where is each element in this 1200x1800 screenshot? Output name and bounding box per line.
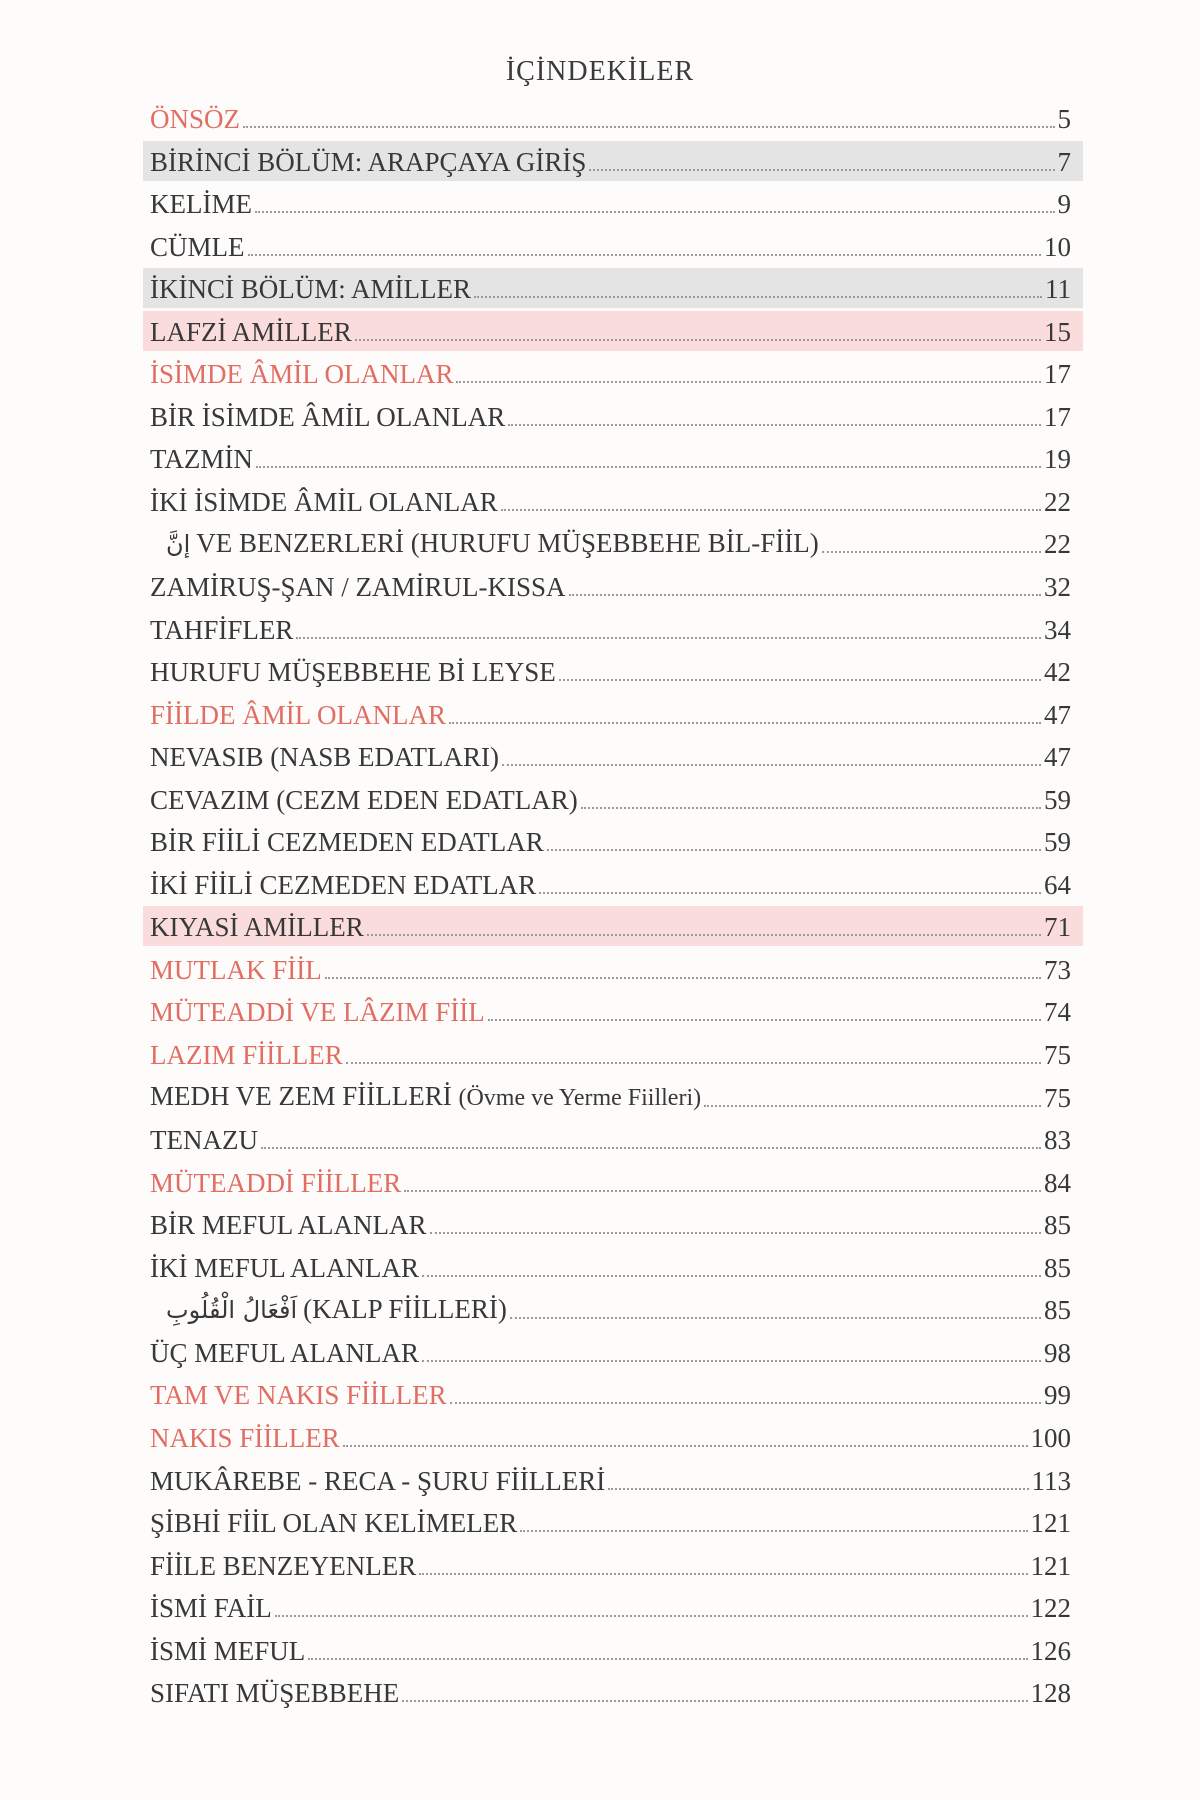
toc-entry [0,1289,1200,1332]
toc-entry [0,1247,1200,1290]
toc-entry-title [150,444,253,474]
toc-entry-title [150,572,566,602]
toc-entry-label: ÜÇ MEFUL ALANLAR [150,1337,420,1368]
page-number: 11 [1045,274,1071,305]
toc-entry [0,779,1200,822]
toc-entry-label: İKİ FİİLİ CEZMEDEN EDATLAR [150,869,537,900]
toc-entry-title [150,657,556,687]
page-number: 19 [1044,444,1071,475]
toc-entry-label: LAFZİ AMİLLER [150,316,352,347]
toc-entry [0,991,1200,1034]
arabic-term: اَفْعَالُ الْقُلُوبِ [166,1296,298,1325]
dot-leader [422,1275,1041,1277]
page-number: 100 [1030,1422,1071,1453]
toc-entry-title [150,1551,416,1581]
toc-entry-line [150,1587,1071,1629]
toc-entry [0,438,1200,481]
toc-entry-label: VE BENZERLERİ (HURUFU MÜŞEBBEHE BİL-FİİL) [196,528,819,559]
toc-entry [0,226,1200,269]
toc-entry-title [150,1636,305,1666]
toc-entry-title [150,1423,340,1453]
toc-entry-title [150,1125,258,1155]
toc-entry [0,1460,1200,1503]
toc-entry-label: MÜTEADDİ VE LÂZIM FİİL [150,997,485,1028]
page-number: 5 [1057,104,1071,134]
toc-entry-line [150,183,1071,225]
page-number: 74 [1044,997,1071,1028]
dot-leader [355,339,1041,341]
toc-entry-line [150,694,1071,736]
toc-entry-line [150,396,1071,438]
page-number: 47 [1044,699,1071,730]
toc-entry [0,1587,1200,1630]
toc-entry-line [150,268,1071,310]
toc-entry-label: NEVASIB (NASB EDATLARI) [150,742,500,773]
toc-entry-line [150,736,1071,778]
toc-entry-label: MUKÂREBE - RECA - ŞURU FİİLLERİ [150,1465,606,1496]
page-number: 85 [1044,1252,1071,1283]
page-number: 7 [1057,146,1071,177]
page-number: 32 [1044,572,1071,603]
toc-entry-line [150,949,1071,991]
toc-entry [0,1034,1200,1077]
page-number: 126 [1030,1635,1071,1666]
page-number: 17 [1044,401,1071,432]
dot-leader [547,849,1041,851]
toc-entry-title [150,700,446,730]
toc-entry-label: İKİNCİ BÖLÜM: AMİLLER [150,274,471,305]
page-number: 9 [1057,189,1071,220]
toc-entry-line [150,1204,1071,1246]
toc-entry-title [150,147,586,177]
toc-entry-label: İKİ İSİMDE ÂMİL OLANLAR [150,486,498,517]
page-number: 15 [1044,316,1071,347]
toc-entry-label: TENAZU [150,1125,258,1156]
dot-leader [275,1615,1028,1617]
toc-entry-line [150,1374,1071,1416]
toc-entry-label: ZAMİRUŞ-ŞAN / ZAMİRUL-KISSA [150,572,566,603]
toc-entry-line [150,353,1071,395]
page-number: 22 [1044,486,1071,517]
toc-entry-title [150,1508,517,1538]
toc-entry-title [150,1466,605,1496]
toc-entry-title [150,402,505,432]
dot-leader [296,637,1041,639]
dot-leader [589,169,1054,171]
toc-entry [0,821,1200,864]
toc-entry-label: İKİ MEFUL ALANLAR [150,1252,419,1283]
toc-entry [0,609,1200,652]
toc-entry-title [166,528,819,559]
toc-entry-label: CÜMLE [150,231,245,262]
toc-entry-title [150,955,322,985]
toc-entry-label: FİİLE BENZEYENLER [150,1550,417,1581]
toc-entry-line [150,1672,1071,1714]
toc-entry-title [150,359,453,389]
toc-entry-line [150,311,1071,353]
toc-entry [0,523,1200,566]
toc-entry-line [150,609,1071,651]
toc-entry-title [150,785,578,815]
toc-entry-label: KIYASİ AMİLLER [150,912,364,943]
toc-entry [0,396,1200,439]
toc-entry [0,98,1200,141]
toc-entry-title [150,1338,419,1368]
toc-entry-line [150,1119,1071,1161]
toc-entry-line [150,1332,1071,1374]
toc-entry-line [166,1289,1071,1331]
toc-entry [0,481,1200,524]
toc-entry [0,1545,1200,1588]
toc-entry-label: BİR FİİLİ CEZMEDEN EDATLAR [150,827,544,858]
toc-entry-title [150,1593,272,1623]
toc-entry [0,949,1200,992]
toc-entry [0,183,1200,226]
toc-entry-line [150,98,1071,140]
toc-entry [0,864,1200,907]
toc-entry-title [150,742,499,772]
page-number: 85 [1044,1295,1071,1326]
toc-entry-label: ŞİBHİ FİİL OLAN KELİMELER [150,1508,518,1539]
toc-entry [0,1417,1200,1460]
toc-entry-label: ÖNSÖZ [150,104,241,134]
dot-leader [608,1488,1028,1490]
page-number: 59 [1044,827,1071,858]
page-number: 22 [1044,529,1071,560]
toc-entry-label: İSMİ FAİL [150,1593,272,1624]
toc-entry-label: TAM VE NAKIS FİİLLER [150,1380,447,1411]
page-number: 121 [1030,1550,1071,1581]
toc-entry-line [150,1417,1071,1459]
dot-leader [704,1105,1041,1107]
page-number: 75 [1044,1082,1071,1113]
toc-entry-line [150,481,1071,523]
toc-entry-title [150,104,240,134]
toc-entry-title [150,615,293,645]
toc-entry [0,1332,1200,1375]
toc-entry-line [150,1460,1071,1502]
dot-leader [520,1530,1027,1532]
toc-entry-label: (KALP FİİLLERİ) [303,1294,507,1325]
toc-entry-label: İSMİ MEFUL [150,1635,306,1666]
toc-entry-title [150,1678,399,1708]
toc-entry [0,1204,1200,1247]
dot-leader [488,1019,1041,1021]
toc-entry-line [150,226,1071,268]
toc-entry-label: SIFATI MÜŞEBBEHE [150,1678,400,1709]
dot-leader [343,1445,1028,1447]
toc-entry [0,1502,1200,1545]
dot-leader [261,1147,1041,1149]
toc-entry-line [150,651,1071,693]
dot-leader [419,1573,1027,1575]
toc-entry-line [166,523,1071,565]
toc-entry-line [150,1545,1071,1587]
page-number: 99 [1044,1380,1071,1411]
toc-entry-title [150,317,352,347]
toc-entry-line [150,864,1071,906]
toc-entry [0,268,1200,311]
toc-entry-title [150,1253,419,1283]
toc-entry-label: FİİLDE ÂMİL OLANLAR [150,699,446,730]
toc-entry-label: BİR İSİMDE ÂMİL OLANLAR [150,401,506,432]
page-number: 121 [1030,1508,1071,1539]
page-number: 98 [1044,1337,1071,1368]
toc-entry-title [150,827,544,857]
toc-entry-title [150,487,498,517]
dot-leader [569,594,1041,596]
dot-leader [325,977,1041,979]
toc-entry [0,651,1200,694]
page-number: 75 [1044,1040,1071,1071]
toc-entry [0,353,1200,396]
toc-entry-title [150,1380,447,1410]
toc-entry-label: İSİMDE ÂMİL OLANLAR [150,359,454,390]
toc-entry-line [150,1247,1071,1289]
toc-entry [0,736,1200,779]
toc-entry-label: CEVAZIM (CEZM EDEN EDATLAR) [150,784,578,815]
page-number: 73 [1044,954,1071,985]
toc-entry-subtitle: (Övme ve Yerme Fiilleri) [458,1084,702,1111]
toc-entry-line [150,906,1071,948]
toc-entry-line [150,438,1071,480]
page-number: 122 [1030,1593,1071,1624]
toc-entry-title [150,912,364,942]
toc-entry-title [150,1081,701,1113]
dot-leader [256,466,1041,468]
toc-entry-title [150,189,252,219]
dot-leader [822,551,1041,553]
toc-entry-line [150,1034,1071,1076]
dot-leader [346,1062,1041,1064]
toc-entry [0,1374,1200,1417]
dot-leader [422,1360,1041,1362]
toc-entry-title [150,1040,343,1070]
toc-entry-label: MÜTEADDİ FİİLLER [150,1167,402,1198]
toc-entry [0,1162,1200,1205]
dot-leader [430,1232,1041,1234]
dot-leader [581,807,1041,809]
toc-entry-label: MUTLAK FİİL [150,954,322,985]
toc-entry [0,1077,1200,1120]
toc-entry-label: HURUFU MÜŞEBBEHE Bİ LEYSE [150,657,556,688]
dot-leader [502,764,1041,766]
toc-entry-line [150,141,1071,183]
page-number: 17 [1044,359,1071,390]
toc-entry-title [150,232,245,262]
toc-list [0,98,1200,1715]
page-number: 84 [1044,1167,1071,1198]
toc-entry-label: KELİME [150,189,252,220]
toc-entry-title [150,870,536,900]
toc-entry-label: NAKIS FİİLLER [150,1422,340,1453]
toc-entry-line [150,821,1071,863]
dot-leader [404,1190,1041,1192]
arabic-term: إنَّ [166,530,191,559]
toc-entry-label: LAZIM FİİLLER [150,1040,343,1071]
dot-leader [248,254,1042,256]
toc-entry-line [150,566,1071,608]
dot-leader [456,381,1041,383]
toc-entry-line [150,1630,1071,1672]
dot-leader [508,424,1041,426]
toc-entry-label: BİRİNCİ BÖLÜM: ARAPÇAYA GİRİŞ [150,146,587,177]
page-number: 85 [1044,1210,1071,1241]
dot-leader [402,1700,1027,1702]
toc-entry-title [150,1210,427,1240]
dot-leader [255,211,1055,213]
toc-entry-line [150,991,1071,1033]
toc-entry [0,694,1200,737]
dot-leader [450,1402,1041,1404]
page-number: 64 [1044,869,1071,900]
toc-entry-label: BİR MEFUL ALANLAR [150,1210,427,1241]
toc-entry-label: TAZMİN [150,444,253,475]
dot-leader [559,679,1041,681]
toc-entry [0,1672,1200,1715]
page-number: 71 [1044,912,1071,943]
toc-entry [0,141,1200,184]
toc-entry-title [150,274,471,304]
toc-entry-line [150,779,1071,821]
toc-entry-title [150,997,485,1027]
page-number: 42 [1044,657,1071,688]
dot-leader [501,509,1041,511]
page-number: 10 [1044,231,1071,262]
toc-entry-label: TAHFİFLER [150,614,294,645]
page-number: 128 [1030,1678,1071,1709]
dot-leader [449,722,1041,724]
dot-leader [474,296,1042,298]
toc-entry [0,1119,1200,1162]
page-number: 113 [1031,1465,1071,1496]
toc-entry-line [150,1077,1071,1119]
dot-leader [308,1658,1027,1660]
dot-leader [367,934,1041,936]
toc-entry-line [150,1502,1071,1544]
dot-leader [243,126,1054,128]
toc-entry-label: MEDH VE ZEM FİİLLERİ [150,1080,452,1111]
toc-entry [0,1630,1200,1673]
toc-entry [0,906,1200,949]
page-number: 59 [1044,784,1071,815]
page-number: 47 [1044,742,1071,773]
page-number: 34 [1044,614,1071,645]
dot-leader [539,892,1041,894]
toc-entry [0,566,1200,609]
dot-leader [510,1317,1041,1319]
page-title: İÇİNDEKİLER [505,56,695,87]
toc-entry-line [150,1162,1071,1204]
toc-entry-title [150,1168,401,1198]
toc-entry-title [166,1294,507,1325]
page-number: 83 [1044,1125,1071,1156]
toc-entry [0,311,1200,354]
